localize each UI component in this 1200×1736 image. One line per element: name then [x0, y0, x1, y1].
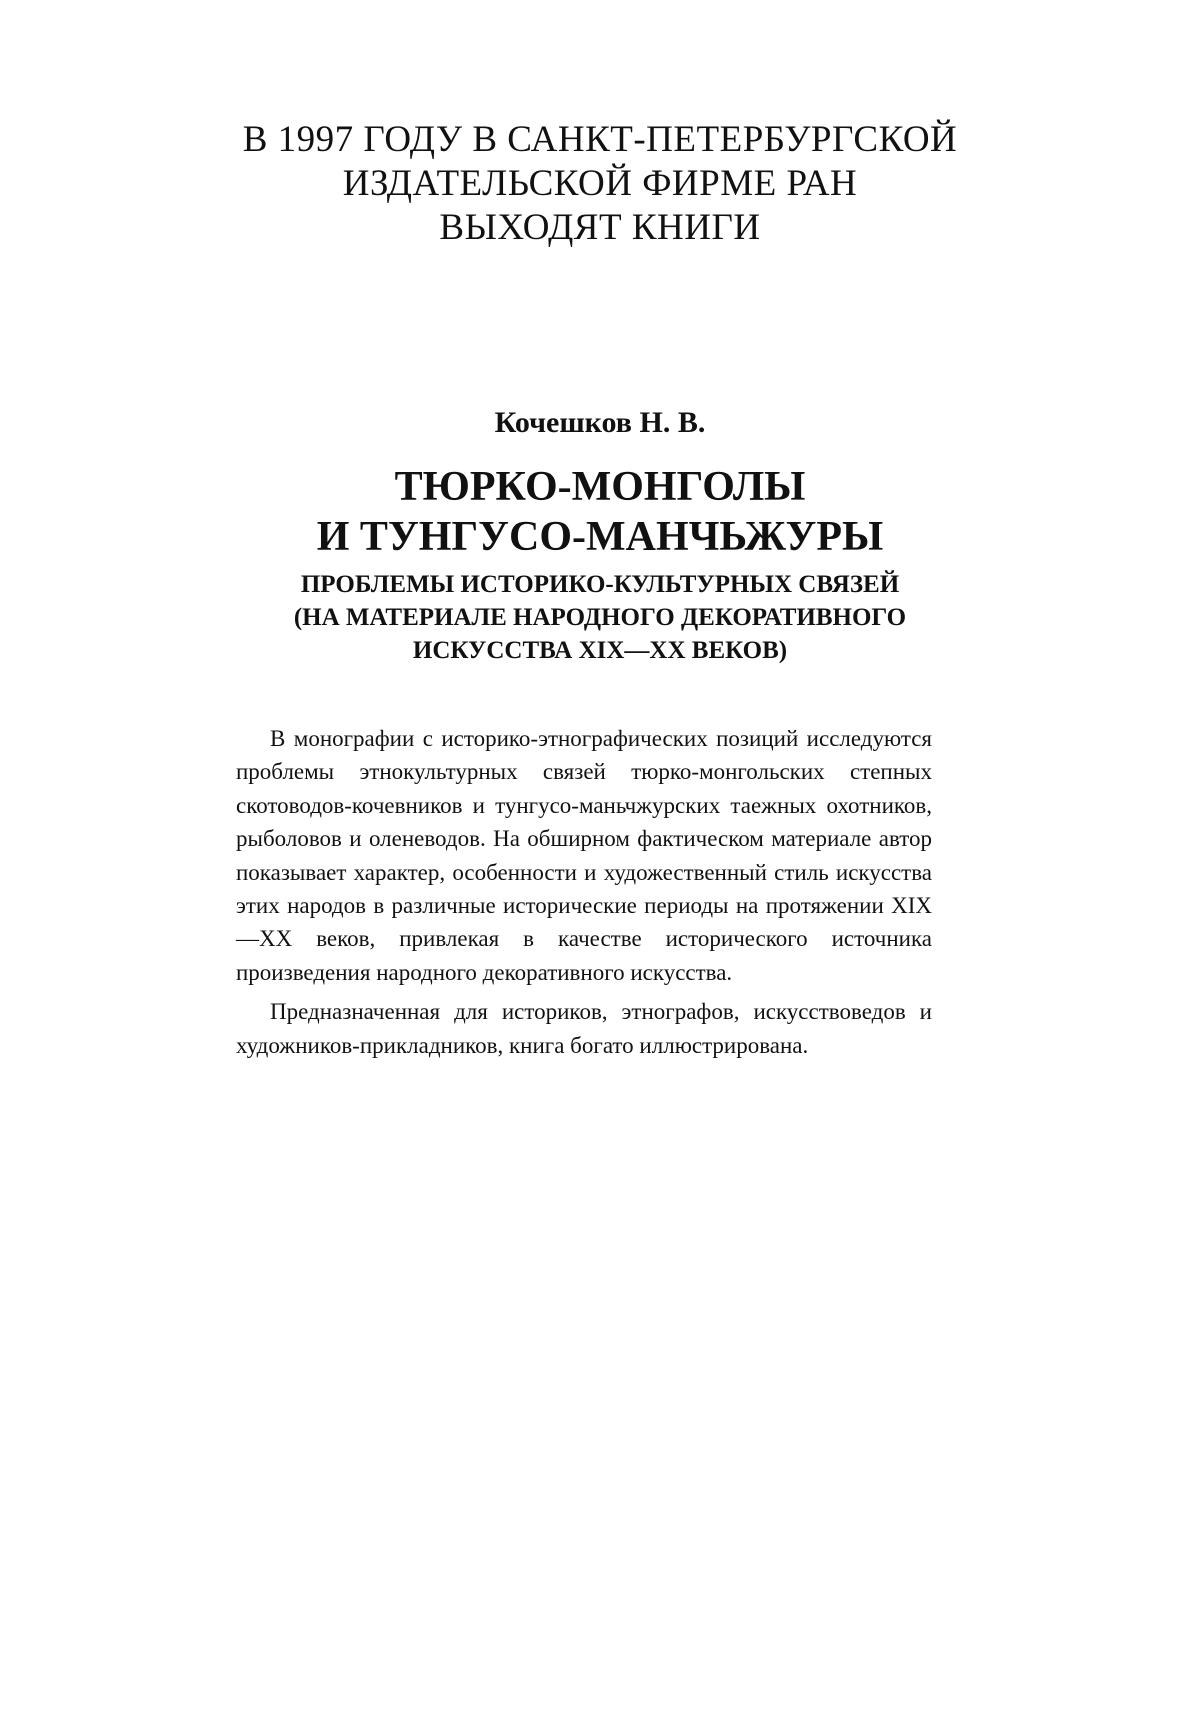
- description-paragraph-1: В монографии с историко-этнографических позиций исследуются проблемы этнокультурных связей тюрко-монгольских степных скотоводов-кочевников и тунгусо-маньчжурских таежных охотников, рыболовов и оленеводов. На обширном фактическом материале автор показывает характер, особенности и художественный стиль искусства этих народов в различные исторические периоды на протяжении XIX—XX веков, привлекая в качестве исторического источника произведения народного декоративного искусства.: [236, 726, 932, 985]
- announcement-line-1: В 1997 ГОДУ В САНКТ-ПЕТЕРБУРГСКОЙ: [242, 119, 958, 160]
- announcement-line-2: ИЗДАТЕЛЬСКОЙ ФИРМЕ РАН: [342, 163, 858, 204]
- book-subtitle-line-2: (НА МАТЕРИАЛЕ НАРОДНОГО ДЕКОРАТИВНОГО: [293, 604, 907, 631]
- book-subtitle: [150, 568, 1050, 667]
- book-subtitle-line-3: ИСКУССТВА XIX—XX ВЕКОВ): [412, 637, 788, 664]
- book-description: [236, 722, 932, 1068]
- book-subtitle-line-1: ПРОБЛЕМЫ ИСТОРИКО-КУЛЬТУРНЫХ СВЯЗЕЙ: [300, 571, 900, 598]
- book-title-line-1: ТЮРКО-МОНГОЛЫ: [394, 464, 806, 510]
- announcement-heading: [180, 118, 1020, 250]
- book-author: Кочешков Н. В.: [494, 406, 706, 439]
- book-title: [150, 462, 1050, 562]
- announcement-line-3: ВЫХОДЯТ КНИГИ: [439, 207, 761, 248]
- description-paragraph-2: Предназначенная для историков, этнографов, искусствоведов и художников-прикладников, книга богато иллюстрирована.: [236, 999, 932, 1058]
- book-title-line-2: И ТУНГУСО-МАНЧЬЖУРЫ: [316, 514, 884, 560]
